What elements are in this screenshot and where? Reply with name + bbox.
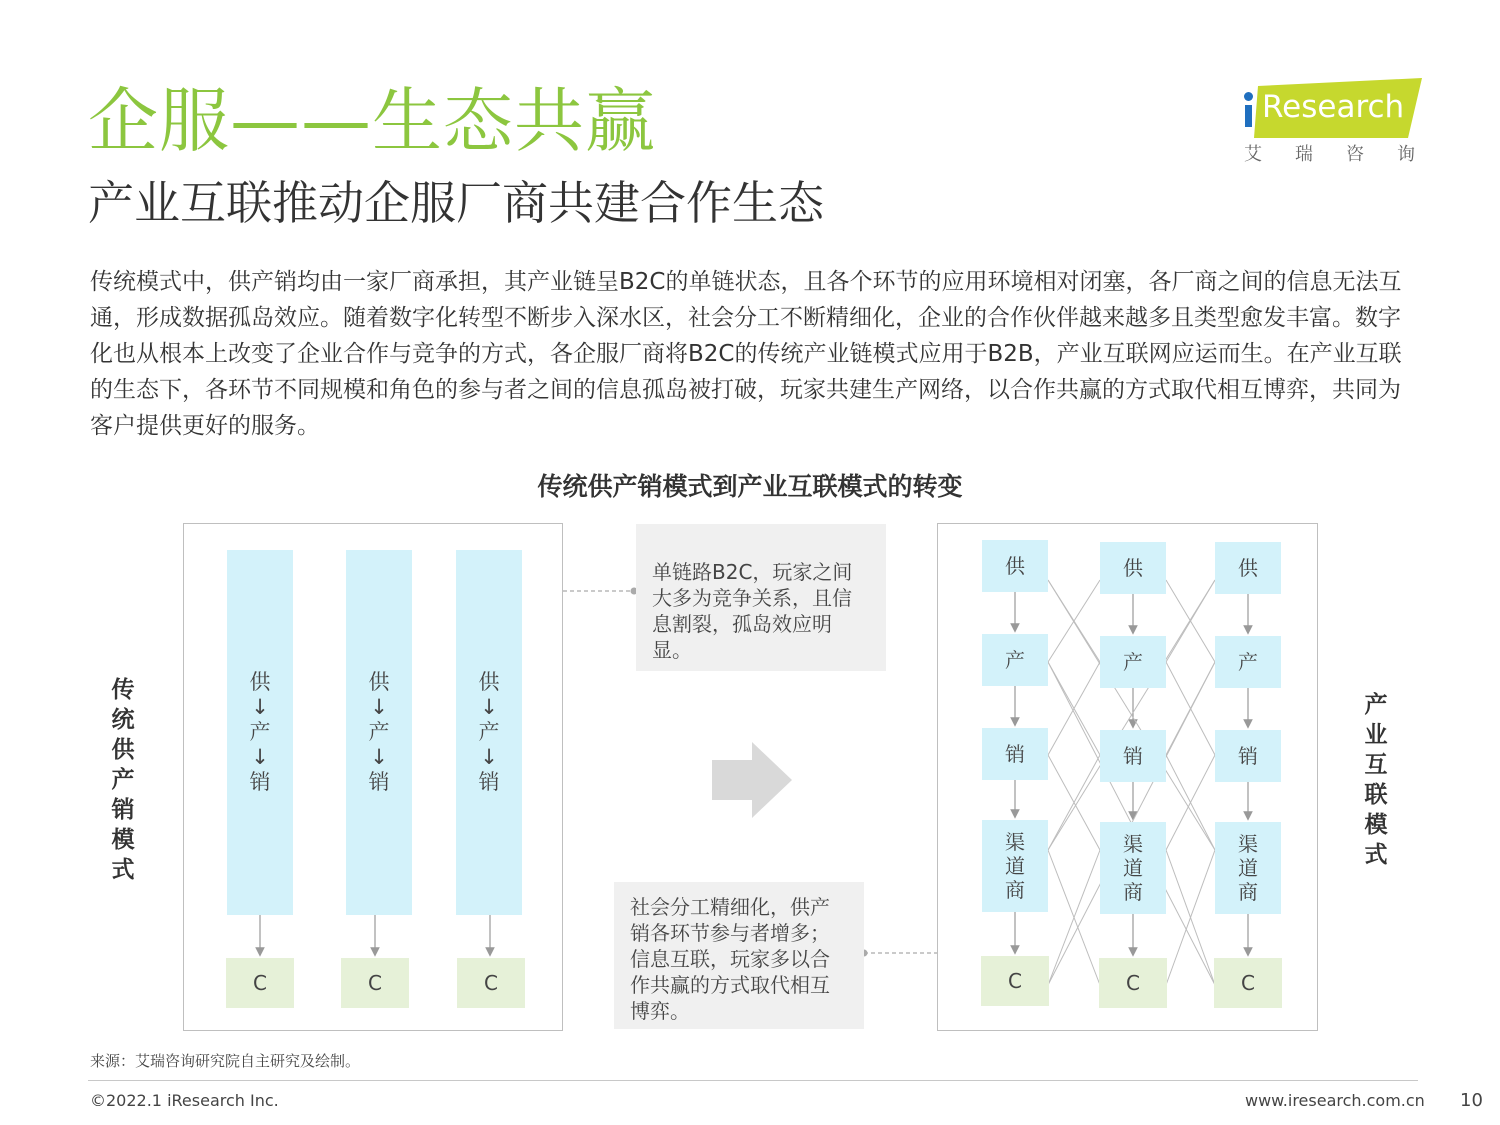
traditional-model-label: 传统供产销模式 [111, 677, 135, 883]
logo-word: Research [1262, 89, 1405, 125]
node-sell: 销 [982, 728, 1048, 780]
chain-column-text: 供↓产↓销 [478, 670, 500, 794]
transition-arrow-icon [710, 740, 794, 820]
copyright: ©2022.1 iResearch Inc. [90, 1091, 279, 1110]
source-note: 来源：艾瑞咨询研究院自主研究及绘制。 [90, 1052, 361, 1070]
customer-box: C [1214, 958, 1282, 1008]
page-subtitle: 产业互联推动企服厂商共建合作生态 [88, 176, 824, 230]
industry-internet-label: 产业互联模式 [1364, 692, 1388, 868]
node-produce: 产 [982, 634, 1048, 686]
node-produce: 产 [1215, 636, 1281, 688]
customer-box: C [341, 958, 409, 1008]
diagram-title: 传统供产销模式到产业互联模式的转变 [537, 472, 963, 501]
customer-box: C [1099, 958, 1167, 1008]
customer-box: C [457, 958, 525, 1008]
footer-divider [88, 1080, 1418, 1081]
callout-traditional: 单链路B2C，玩家之间大多为竞争关系，且信息割裂，孤岛效应明显。 [636, 524, 886, 671]
chain-column-text: 供↓产↓销 [368, 670, 390, 794]
node-produce: 产 [1100, 636, 1166, 688]
page-number: 10 [1460, 1090, 1483, 1111]
website-link[interactable]: www.iresearch.com.cn [1245, 1091, 1425, 1110]
body-paragraph: 传统模式中，供产销均由一家厂商承担，其产业链呈B2C的单链状态，且各个环节的应用环境相对闭塞，各厂商之间的信息无法互通，形成数据孤岛效应。随着数字化转型不断步入深水区，社会分工不断精细化，企业的合作伙伴越来越多且类型愈发丰富。数字化也从根本上改变了企业合作与竞争的方式，各企服厂商将B2C的传统产业链模式应用于B2B，产业互联网应运而生。在产业互联的生态下，各环节不同规模和角色的参与者之间的信息孤岛被打破，玩家共建生产网络，以合作共赢的方式取代相互博弈，共同为客户提供更好的服务。 [90, 269, 1402, 439]
node-channel: 渠道商 [982, 820, 1048, 912]
node-channel: 渠道商 [1100, 822, 1166, 914]
node-sell: 销 [1100, 730, 1166, 782]
callout-industry-internet: 社会分工精细化，供产销各环节参与者增多；信息互联，玩家多以合作共赢的方式取代相互博弈。 [614, 882, 864, 1029]
node-supply: 供 [1100, 542, 1166, 594]
customer-box: C [226, 958, 294, 1008]
page-title: 企服——生态共赢 [88, 80, 656, 162]
customer-box: C [981, 956, 1049, 1006]
node-supply: 供 [982, 540, 1048, 592]
node-supply: 供 [1215, 542, 1281, 594]
node-channel: 渠道商 [1215, 822, 1281, 914]
logo-cn: 艾瑞咨询 [1244, 144, 1448, 165]
node-sell: 销 [1215, 730, 1281, 782]
chain-column-text: 供↓产↓销 [249, 670, 271, 794]
